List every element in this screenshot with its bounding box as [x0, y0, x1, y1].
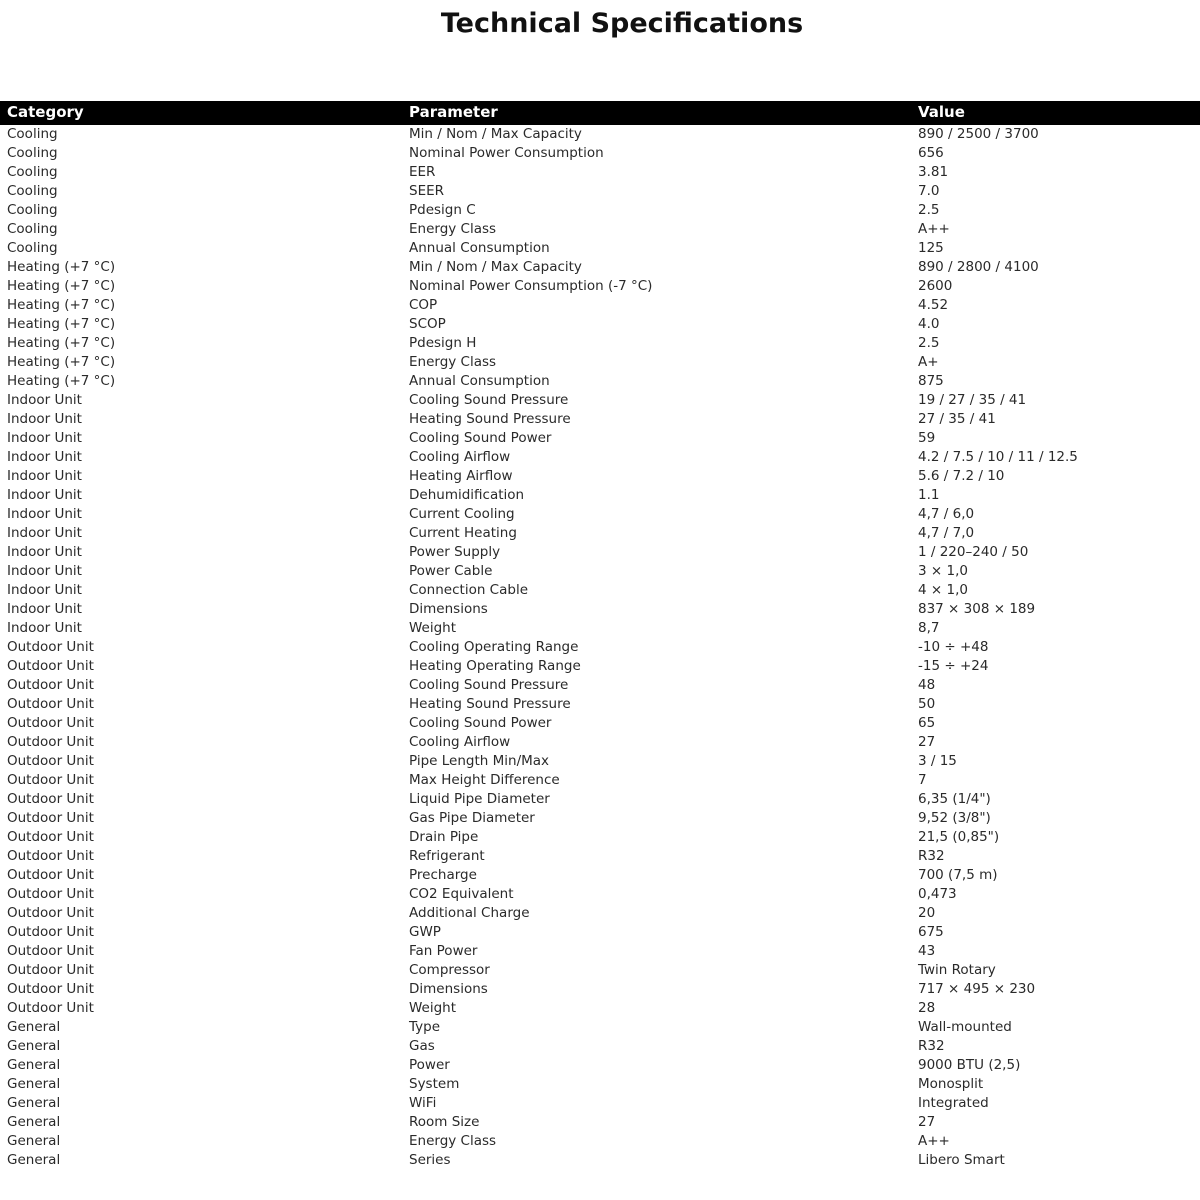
- category-cell: General: [7, 1019, 61, 1035]
- value-cell: R32: [918, 848, 945, 864]
- value-cell: 5.6 / 7.2 / 10: [918, 468, 1005, 484]
- value-cell: 717 × 495 × 230: [918, 981, 1036, 997]
- parameter-cell: Power Cable: [409, 563, 493, 579]
- table-row: [0, 125, 1200, 145]
- category-cell: Indoor Unit: [7, 620, 82, 636]
- table-row: [0, 999, 1200, 1018]
- parameter-cell: Series: [409, 1152, 451, 1168]
- table-row: [0, 1132, 1200, 1151]
- parameter-cell: Compressor: [409, 962, 490, 978]
- parameter-cell: Nominal Power Consumption (-7 °C): [409, 278, 653, 294]
- table-row: [0, 581, 1200, 600]
- parameter-cell: CO2 Equivalent: [409, 886, 514, 902]
- parameter-cell: WiFi: [409, 1095, 437, 1111]
- value-cell: 875: [918, 373, 944, 389]
- value-cell: 27: [918, 734, 936, 750]
- table-row: [0, 657, 1200, 676]
- table-row: [0, 201, 1200, 220]
- category-cell: Outdoor Unit: [7, 943, 94, 959]
- parameter-cell: COP: [409, 297, 438, 313]
- category-cell: Indoor Unit: [7, 487, 82, 503]
- value-cell: Libero Smart: [918, 1152, 1005, 1168]
- table-row: [0, 315, 1200, 334]
- header-row: [0, 101, 1200, 125]
- specifications-table: [0, 101, 1200, 1170]
- parameter-cell: Pipe Length Min/Max: [409, 753, 550, 769]
- table-row: [0, 828, 1200, 847]
- table-row: [0, 410, 1200, 429]
- value-cell: 4,7 / 7,0: [918, 525, 975, 541]
- parameter-cell: Cooling Airflow: [409, 734, 511, 750]
- column-header-parameter: Parameter: [402, 101, 911, 125]
- category-cell: Indoor Unit: [7, 582, 82, 598]
- category-cell: Indoor Unit: [7, 544, 82, 560]
- category-cell: Indoor Unit: [7, 392, 82, 408]
- category-cell: Heating (+7 °C): [7, 316, 116, 332]
- value-cell: R32: [918, 1038, 945, 1054]
- parameter-cell: Heating Operating Range: [409, 658, 581, 674]
- table-row: [0, 961, 1200, 980]
- value-cell: 4 × 1,0: [918, 582, 968, 598]
- category-cell: Outdoor Unit: [7, 848, 94, 864]
- value-cell: 3 × 1,0: [918, 563, 968, 579]
- value-cell: 890 / 2500 / 3700: [918, 126, 1039, 142]
- category-cell: Outdoor Unit: [7, 981, 94, 997]
- category-cell: General: [7, 1152, 61, 1168]
- category-cell: Outdoor Unit: [7, 905, 94, 921]
- parameter-cell: Nominal Power Consumption: [409, 145, 604, 161]
- table-row: [0, 1113, 1200, 1132]
- table-body: [0, 125, 1200, 1171]
- parameter-cell: Energy Class: [409, 1133, 497, 1149]
- table-row: [0, 334, 1200, 353]
- parameter-cell: Liquid Pipe Diameter: [409, 791, 550, 807]
- parameter-cell: Gas: [409, 1038, 435, 1054]
- table-row: [0, 220, 1200, 239]
- parameter-cell: Room Size: [409, 1114, 480, 1130]
- table-row: [0, 752, 1200, 771]
- value-cell: 48: [918, 677, 936, 693]
- table-row: [0, 1056, 1200, 1075]
- table-row: [0, 695, 1200, 714]
- parameter-cell: Current Cooling: [409, 506, 515, 522]
- category-cell: Heating (+7 °C): [7, 278, 116, 294]
- parameter-cell: Drain Pipe: [409, 829, 479, 845]
- value-cell: 4.0: [918, 316, 940, 332]
- parameter-cell: Annual Consumption: [409, 373, 550, 389]
- table-row: [0, 372, 1200, 391]
- category-cell: Heating (+7 °C): [7, 354, 116, 370]
- category-cell: Cooling: [7, 164, 58, 180]
- category-cell: Indoor Unit: [7, 449, 82, 465]
- parameter-cell: Min / Nom / Max Capacity: [409, 126, 582, 142]
- table-row: [0, 904, 1200, 923]
- value-cell: 4.52: [918, 297, 949, 313]
- parameter-cell: Current Heating: [409, 525, 517, 541]
- value-cell: 27 / 35 / 41: [918, 411, 996, 427]
- category-cell: Outdoor Unit: [7, 829, 94, 845]
- category-cell: Heating (+7 °C): [7, 373, 116, 389]
- value-cell: 20: [918, 905, 936, 921]
- category-cell: Cooling: [7, 240, 58, 256]
- value-cell: 2.5: [918, 335, 940, 351]
- value-cell: Integrated: [918, 1095, 989, 1111]
- value-cell: 8,7: [918, 620, 940, 636]
- value-cell: 19 / 27 / 35 / 41: [918, 392, 1027, 408]
- table-row: [0, 163, 1200, 182]
- category-cell: Heating (+7 °C): [7, 297, 116, 313]
- parameter-cell: Energy Class: [409, 221, 497, 237]
- category-cell: Outdoor Unit: [7, 639, 94, 655]
- table-row: [0, 885, 1200, 904]
- table-row: [0, 182, 1200, 201]
- parameter-cell: Weight: [409, 1000, 457, 1016]
- parameter-cell: Cooling Operating Range: [409, 639, 579, 655]
- category-cell: Outdoor Unit: [7, 962, 94, 978]
- category-cell: Outdoor Unit: [7, 715, 94, 731]
- parameter-cell: Cooling Airflow: [409, 449, 511, 465]
- value-cell: 6,35 (1/4"): [918, 791, 991, 807]
- parameter-cell: Cooling Sound Pressure: [409, 392, 569, 408]
- category-cell: Outdoor Unit: [7, 772, 94, 788]
- category-cell: Outdoor Unit: [7, 658, 94, 674]
- value-cell: 4,7 / 6,0: [918, 506, 975, 522]
- value-cell: 50: [918, 696, 936, 712]
- table-row: [0, 429, 1200, 448]
- table-row: [0, 866, 1200, 885]
- value-cell: A+: [918, 354, 939, 370]
- category-cell: Outdoor Unit: [7, 810, 94, 826]
- value-cell: 7.0: [918, 183, 940, 199]
- page-title: Technical Specifications: [440, 8, 804, 39]
- value-cell: 837 × 308 × 189: [918, 601, 1036, 617]
- parameter-cell: Annual Consumption: [409, 240, 550, 256]
- value-cell: Monosplit: [918, 1076, 984, 1092]
- parameter-cell: GWP: [409, 924, 441, 940]
- table-row: [0, 239, 1200, 258]
- value-cell: 9,52 (3/8"): [918, 810, 991, 826]
- value-cell: 65: [918, 715, 936, 731]
- parameter-cell: Energy Class: [409, 354, 497, 370]
- table-row: [0, 1018, 1200, 1037]
- parameter-cell: EER: [409, 164, 436, 180]
- category-cell: Outdoor Unit: [7, 753, 94, 769]
- value-cell: Twin Rotary: [918, 962, 996, 978]
- parameter-cell: Pdesign C: [409, 202, 476, 218]
- table-row: [0, 296, 1200, 315]
- parameter-cell: Dehumidification: [409, 487, 525, 503]
- parameter-cell: Cooling Sound Power: [409, 715, 552, 731]
- parameter-cell: Fan Power: [409, 943, 478, 959]
- category-cell: General: [7, 1133, 61, 1149]
- category-cell: Indoor Unit: [7, 430, 82, 446]
- category-cell: Indoor Unit: [7, 411, 82, 427]
- category-cell: Indoor Unit: [7, 525, 82, 541]
- parameter-cell: Min / Nom / Max Capacity: [409, 259, 582, 275]
- value-cell: -10 ÷ +48: [918, 639, 989, 655]
- category-cell: Indoor Unit: [7, 468, 82, 484]
- parameter-cell: SCOP: [409, 316, 446, 332]
- parameter-cell: Power: [409, 1057, 450, 1073]
- column-header-value: Value: [911, 101, 1200, 125]
- parameter-cell: Weight: [409, 620, 457, 636]
- parameter-cell: Heating Sound Pressure: [409, 696, 571, 712]
- category-cell: General: [7, 1076, 61, 1092]
- parameter-cell: Dimensions: [409, 981, 488, 997]
- parameter-cell: Max Height Difference: [409, 772, 560, 788]
- value-cell: 59: [918, 430, 936, 446]
- value-cell: 1.1: [918, 487, 940, 503]
- category-cell: Heating (+7 °C): [7, 335, 116, 351]
- table-row: [0, 1094, 1200, 1113]
- parameter-cell: Connection Cable: [409, 582, 529, 598]
- parameter-cell: Heating Sound Pressure: [409, 411, 571, 427]
- table-row: [0, 543, 1200, 562]
- table-row: [0, 638, 1200, 657]
- table-row: [0, 923, 1200, 942]
- value-cell: 656: [918, 145, 944, 161]
- parameter-cell: SEER: [409, 183, 445, 199]
- parameter-cell: Power Supply: [409, 544, 501, 560]
- value-cell: 28: [918, 1000, 936, 1016]
- table-row: [0, 942, 1200, 961]
- value-cell: 2600: [918, 278, 953, 294]
- table-row: [0, 448, 1200, 467]
- value-cell: 9000 BTU (2,5): [918, 1057, 1021, 1073]
- table-row: [0, 1151, 1200, 1170]
- table-row: [0, 1075, 1200, 1094]
- value-cell: Wall-mounted: [918, 1019, 1012, 1035]
- table-row: [0, 505, 1200, 524]
- category-cell: Outdoor Unit: [7, 696, 94, 712]
- table-row: [0, 486, 1200, 505]
- value-cell: A++: [918, 221, 950, 237]
- category-cell: Outdoor Unit: [7, 734, 94, 750]
- category-cell: Cooling: [7, 126, 58, 142]
- parameter-cell: Refrigerant: [409, 848, 485, 864]
- table-row: [0, 676, 1200, 695]
- parameter-cell: Pdesign H: [409, 335, 477, 351]
- column-header-category: Category: [0, 101, 402, 125]
- category-cell: Outdoor Unit: [7, 867, 94, 883]
- category-cell: Indoor Unit: [7, 601, 82, 617]
- value-cell: 2.5: [918, 202, 940, 218]
- value-cell: 125: [918, 240, 944, 256]
- category-cell: General: [7, 1095, 61, 1111]
- parameter-cell: Cooling Sound Pressure: [409, 677, 569, 693]
- value-cell: 27: [918, 1114, 936, 1130]
- table-row: [0, 277, 1200, 296]
- value-cell: 3.81: [918, 164, 949, 180]
- category-cell: Outdoor Unit: [7, 886, 94, 902]
- value-cell: 675: [918, 924, 944, 940]
- table-row: [0, 980, 1200, 999]
- category-cell: General: [7, 1114, 61, 1130]
- table-row: [0, 467, 1200, 486]
- table-row: [0, 733, 1200, 752]
- table-row: [0, 771, 1200, 790]
- category-cell: Heating (+7 °C): [7, 259, 116, 275]
- table-row: [0, 714, 1200, 733]
- table-row: [0, 600, 1200, 619]
- category-cell: Outdoor Unit: [7, 924, 94, 940]
- table-row: [0, 562, 1200, 581]
- category-cell: Cooling: [7, 183, 58, 199]
- table-row: [0, 619, 1200, 638]
- parameter-cell: Type: [409, 1019, 441, 1035]
- value-cell: 700 (7,5 m): [918, 867, 998, 883]
- category-cell: Outdoor Unit: [7, 677, 94, 693]
- table-row: [0, 1037, 1200, 1056]
- table-row: [0, 809, 1200, 828]
- value-cell: A++: [918, 1133, 950, 1149]
- category-cell: Outdoor Unit: [7, 1000, 94, 1016]
- table-row: [0, 258, 1200, 277]
- table-row: [0, 524, 1200, 543]
- parameter-cell: Cooling Sound Power: [409, 430, 552, 446]
- table-row: [0, 790, 1200, 809]
- parameter-cell: Heating Airflow: [409, 468, 513, 484]
- parameter-cell: Gas Pipe Diameter: [409, 810, 535, 826]
- category-cell: General: [7, 1057, 61, 1073]
- category-cell: Cooling: [7, 221, 58, 237]
- value-cell: 890 / 2800 / 4100: [918, 259, 1039, 275]
- table-row: [0, 353, 1200, 372]
- parameter-cell: System: [409, 1076, 460, 1092]
- value-cell: 1 / 220–240 / 50: [918, 544, 1029, 560]
- value-cell: 21,5 (0,85"): [918, 829, 1000, 845]
- value-cell: 43: [918, 943, 936, 959]
- value-cell: 0,473: [918, 886, 957, 902]
- value-cell: 4.2 / 7.5 / 10 / 11 / 12.5: [918, 449, 1078, 465]
- category-cell: Indoor Unit: [7, 563, 82, 579]
- table-row: [0, 847, 1200, 866]
- value-cell: 3 / 15: [918, 753, 957, 769]
- value-cell: 7: [918, 772, 927, 788]
- parameter-cell: Additional Charge: [409, 905, 530, 921]
- category-cell: Cooling: [7, 202, 58, 218]
- category-cell: Indoor Unit: [7, 506, 82, 522]
- table-row: [0, 391, 1200, 410]
- parameter-cell: Dimensions: [409, 601, 488, 617]
- category-cell: Outdoor Unit: [7, 791, 94, 807]
- category-cell: Cooling: [7, 145, 58, 161]
- table-row: [0, 144, 1200, 163]
- table-header: [0, 101, 1200, 125]
- parameter-cell: Precharge: [409, 867, 477, 883]
- value-cell: -15 ÷ +24: [918, 658, 989, 674]
- category-cell: General: [7, 1038, 61, 1054]
